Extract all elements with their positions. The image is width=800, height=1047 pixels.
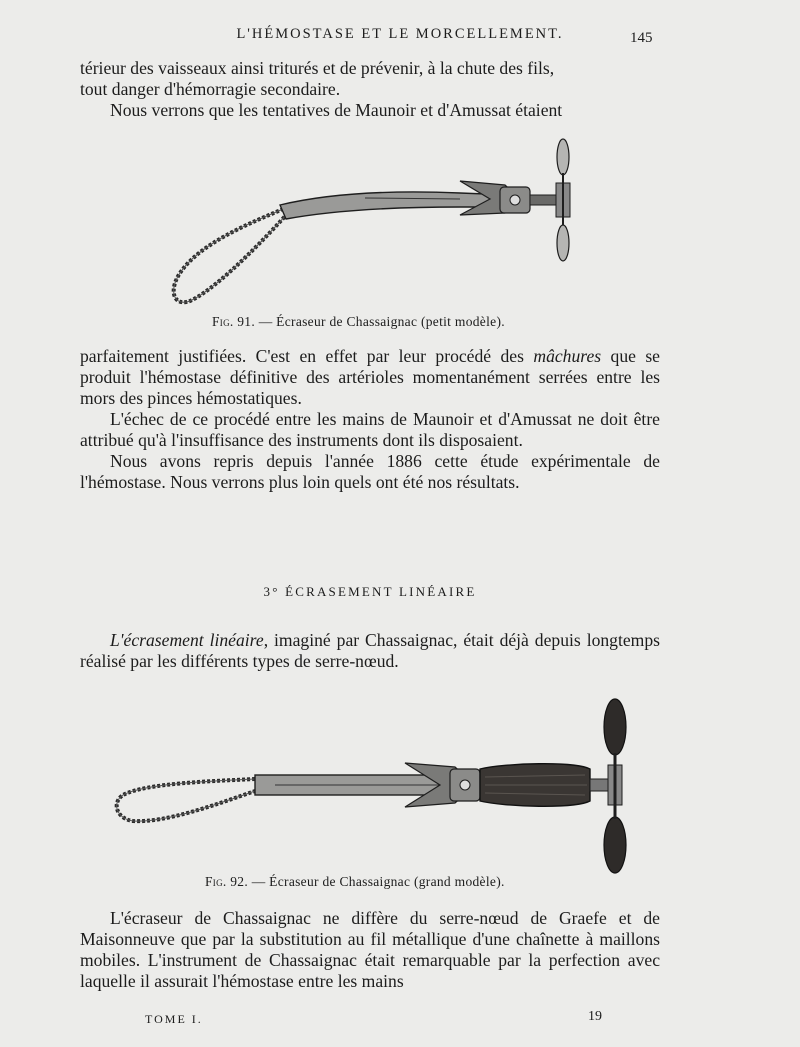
closing-paragraph bbox=[80, 908, 660, 992]
italic-term: L'écrasement linéaire bbox=[110, 630, 264, 650]
text-line: tout danger d'hémorragie secondaire. bbox=[80, 79, 341, 99]
figure-91-illustration bbox=[160, 135, 600, 315]
section-intro bbox=[80, 630, 660, 672]
body-paragraphs bbox=[80, 346, 660, 493]
text-run: parfaitement justifiées. C'est en effet par leur procédé des bbox=[80, 346, 534, 366]
italic-term: mâchures bbox=[533, 346, 602, 366]
paragraph: Nous avons repris depuis l'année 1886 cette étude expérimentale de l'hémostase. Nous verrons plus loin quels ont été nos résultats. bbox=[80, 451, 660, 492]
figure-label: Fig. 91. bbox=[212, 314, 256, 329]
page-number: 145 bbox=[630, 30, 653, 46]
signature-mark: 19 bbox=[588, 1009, 602, 1024]
figure-91-caption bbox=[212, 314, 505, 330]
text-line: Nous verrons que les tentatives de Maunoir et d'Amussat étaient bbox=[110, 100, 563, 120]
paragraph: L'échec de ce procédé entre les mains de Maunoir et d'Amussat ne doit être attribué qu'à l'insuffisance des instruments dont ils disposaient. bbox=[80, 409, 660, 450]
caption-text: — Écraseur de Chassaignac (grand modèle). bbox=[248, 874, 505, 889]
figure-92-illustration bbox=[105, 695, 665, 880]
paragraph bbox=[80, 346, 660, 409]
text-run: que se produit l'hémostase définitive des artérioles momentanément serrées entre les mors des pinces hémostatiques. bbox=[80, 346, 660, 408]
paragraph bbox=[80, 630, 660, 672]
figure-label: Fig. 92. bbox=[205, 874, 249, 889]
text-line: térieur des vaisseaux ainsi triturés et de prévenir, à la chute des fils, bbox=[80, 58, 555, 78]
caption-text: — Écraseur de Chassaignac (petit modèle). bbox=[255, 314, 505, 329]
volume-marker: TOME I. bbox=[145, 1012, 203, 1026]
opening-paragraph bbox=[80, 58, 660, 121]
paragraph: L'écraseur de Chassaignac ne diffère du serre-nœud de Graefe et de Maisonneuve que par la substitution au fil métallique d'une chaînette à maillons mobiles. L'instrument de Chassaignac était remarquable par la perfection avec laquelle il assurait l'hémostase entre les mains bbox=[80, 908, 660, 991]
running-title: L'HÉMOSTASE ET LE MORCELLEMENT. bbox=[236, 26, 564, 42]
text-run: , imaginé par Chassaignac, était déjà depuis longtemps réalisé par les différents types de serre-nœud. bbox=[80, 630, 660, 671]
figure-92-caption bbox=[205, 874, 505, 890]
section-heading: 3° ÉCRASEMENT LINÉAIRE bbox=[263, 584, 477, 599]
